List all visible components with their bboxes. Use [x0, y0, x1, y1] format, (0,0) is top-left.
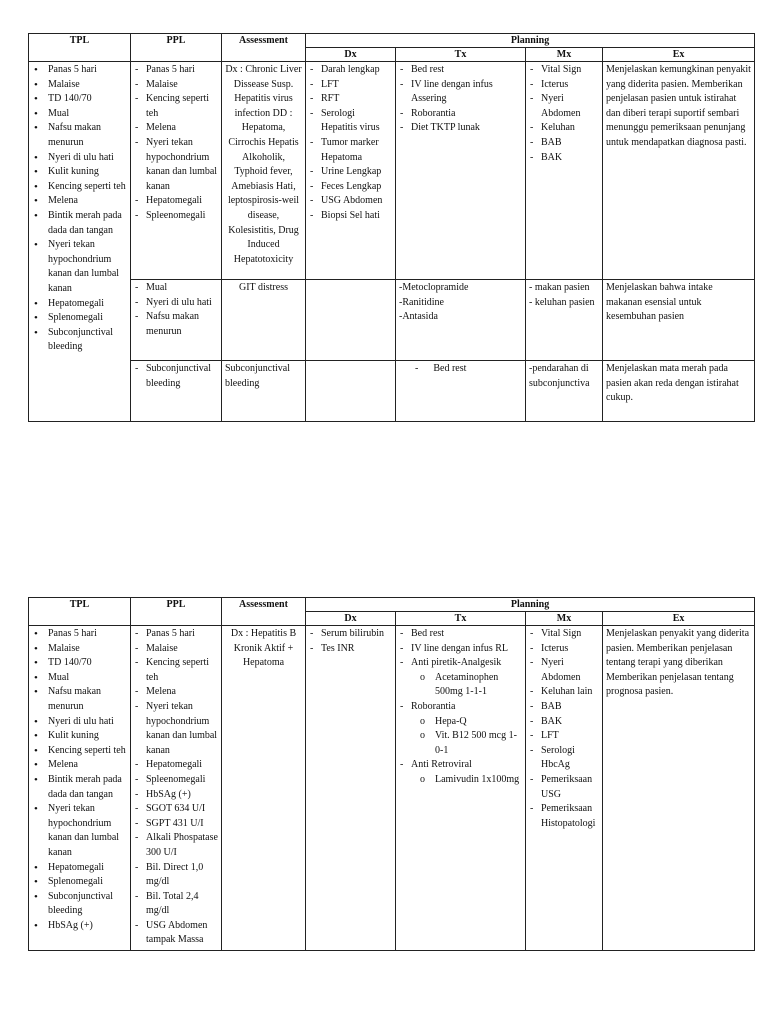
- dx-cell: [306, 62, 396, 280]
- list-item: - HbSAg (+): [134, 788, 218, 803]
- list-item: - Nyeri di ulu hati: [134, 296, 218, 311]
- list-item: - Bed rest: [415, 363, 467, 374]
- assessment-cell: GIT distress: [222, 280, 306, 361]
- list-item: o Hepa-Q: [420, 715, 522, 730]
- list-item: - Keluhan lain: [529, 685, 599, 700]
- list-item: • Nyeri tekan hypochondrium kanan dan lumbal kanan: [32, 238, 127, 296]
- header-dx: Dx: [306, 612, 396, 626]
- header-tx: Tx: [396, 48, 526, 62]
- mx-cell: [526, 361, 603, 422]
- list-item: - Biopsi Sel hati: [309, 209, 392, 224]
- assessment-cell: Subconjunctival bleeding: [222, 361, 306, 422]
- ppl-list: [134, 281, 218, 339]
- list-item: • Kencing seperti teh: [32, 180, 127, 195]
- tx-list: [399, 63, 522, 136]
- assessment-cell: Dx : Hepatitis B Kronik Aktif + Hepatoma: [222, 626, 306, 951]
- dx-cell: [306, 626, 396, 951]
- dx-cell: [306, 361, 396, 422]
- list-item: • Bintik merah pada dada dan tangan: [32, 773, 127, 802]
- mx-list: [529, 281, 599, 310]
- list-item: - Pemeriksaan Histopatologi: [529, 802, 599, 831]
- tx-sublist: [411, 715, 522, 759]
- ppl-list: [134, 627, 218, 948]
- header-ppl: PPL: [131, 598, 222, 626]
- tx-item-label: Anti piretik-Analgesik: [411, 657, 502, 669]
- mx-cell: [526, 626, 603, 951]
- ppl-cell: [131, 280, 222, 361]
- list-item: - Mual: [134, 281, 218, 296]
- list-item: - SGOT 634 U/I: [134, 802, 218, 817]
- list-item: - Spleenomegali: [134, 209, 218, 224]
- list-item: - BAB: [529, 700, 599, 715]
- header-tpl: TPL: [29, 34, 131, 62]
- tx-item: [399, 700, 522, 758]
- planning-table-1: [28, 33, 755, 422]
- list-item: • Nyeri di ulu hati: [32, 715, 127, 730]
- list-item: - Nafsu makan menurun: [134, 310, 218, 339]
- tx-item: [399, 758, 522, 787]
- list-item: -Metoclopramide: [399, 282, 469, 293]
- header-mx: Mx: [526, 48, 603, 62]
- list-item: - makan pasien: [529, 282, 590, 293]
- list-item: • TD 140/70: [32, 92, 127, 107]
- list-item: • Kulit kuning: [32, 165, 127, 180]
- list-item: - Serologi HbcAg: [529, 744, 599, 773]
- list-item: -Antasida: [399, 311, 438, 323]
- list-item: - Diet TKTP lunak: [399, 121, 522, 136]
- list-item: - Tumor marker Hepatoma: [309, 136, 392, 165]
- tx-item: - IV line dengan infus RL: [399, 642, 522, 657]
- list-item: - Bed rest: [399, 63, 522, 78]
- ex-cell: Menjelaskan kemungkinan penyakit yang diderita pasien. Memberikan penjelasan pasien untuk istirahat dan diberi terapi suportif sembari menunggu pemeriksaan penunjang untuk mendapatkan diagnosa pasti.: [603, 62, 755, 280]
- tpl-cell: [29, 62, 131, 422]
- list-item: • Nafsu makan menurun: [32, 685, 127, 714]
- list-item: - LFT: [309, 78, 392, 93]
- mx-cell: [526, 62, 603, 280]
- list-item: • Panas 5 hari: [32, 627, 127, 642]
- list-item: • Malaise: [32, 642, 127, 657]
- list-item: - USG Abdomen tampak Massa: [134, 919, 218, 948]
- tx-cell: [396, 62, 526, 280]
- list-item: - Subconjunctival bleeding: [134, 362, 218, 391]
- list-item: - Nyeri tekan hypochondrium kanan dan lumbal kanan: [134, 700, 218, 758]
- list-item: - Malaise: [134, 642, 218, 657]
- list-item: - Icterus: [529, 642, 599, 657]
- list-item: - keluhan pasien: [529, 296, 595, 308]
- list-item: - Alkali Phospatase 300 U/I: [134, 831, 218, 860]
- list-item: - Panas 5 hari: [134, 63, 218, 78]
- list-item: - Kencing seperti teh: [134, 92, 218, 121]
- list-item: - Serum bilirubin: [309, 627, 392, 642]
- list-item: - Panas 5 hari: [134, 627, 218, 642]
- tx-list: [399, 627, 522, 788]
- tx-item-label: Roborantia: [411, 700, 456, 712]
- list-item: - SGPT 431 U/I: [134, 817, 218, 832]
- list-item: - Nyeri tekan hypochondrium kanan dan lumbal kanan: [134, 136, 218, 194]
- tx-item-label: Anti Retroviral: [411, 759, 472, 771]
- list-item: o Vit. B12 500 mcg 1-0-1: [420, 729, 522, 758]
- mx-list: [529, 63, 599, 165]
- list-item: - Vital Sign: [529, 627, 599, 642]
- list-item: - Bil. Total 2,4 mg/dl: [134, 890, 218, 919]
- header-planning: Planning: [306, 34, 755, 48]
- list-item: - Bil. Direct 1,0 mg/dl: [134, 861, 218, 890]
- list-item: o Acetaminophen 500mg 1-1-1: [420, 671, 522, 700]
- list-item: - Roborantia: [399, 107, 522, 122]
- tpl-list: [32, 63, 127, 355]
- list-item: - LFT: [529, 729, 599, 744]
- list-item: • TD 140/70: [32, 656, 127, 671]
- list-item: o Lamivudin 1x100mg: [420, 773, 522, 788]
- ex-cell: Menjelaskan bahwa intake makanan esensial untuk kesembuhan pasien: [603, 280, 755, 361]
- list-item: - Pemeriksaan USG: [529, 773, 599, 802]
- list-item: - BAK: [529, 151, 599, 166]
- tx-cell: [396, 626, 526, 951]
- list-item: - Kencing seperti teh: [134, 656, 218, 685]
- list-item: • Hepatomegali: [32, 861, 127, 876]
- list-item: • Nyeri tekan hypochondrium kanan dan lumbal kanan: [32, 802, 127, 860]
- list-item: • Splenomegali: [32, 311, 127, 326]
- mx-list: [529, 362, 599, 391]
- header-ex: Ex: [603, 48, 755, 62]
- header-dx: Dx: [306, 48, 396, 62]
- list-item: - Melena: [134, 685, 218, 700]
- list-item: • Nafsu makan menurun: [32, 121, 127, 150]
- dx-list: [309, 63, 392, 224]
- assessment-cell: Dx : Chronic Liver Dissease Susp. Hepatitis virus infection DD : Hepatoma, Cirrochis Hepatis Alkoholik, Typhoid fever, Amebiasis Hati, leptospirosis-weil disease, Kolesistitis, Drug Induced Hepatotoxicity: [222, 62, 306, 280]
- ppl-cell: [131, 62, 222, 280]
- list-item: • Mual: [32, 107, 127, 122]
- tx-item: [399, 656, 522, 700]
- ppl-cell: [131, 626, 222, 951]
- header-planning: Planning: [306, 598, 755, 612]
- tx-item: - Bed rest: [399, 627, 522, 642]
- list-item: - Urine Lengkap: [309, 165, 392, 180]
- list-item: - IV line dengan infus Assering: [399, 78, 522, 107]
- list-item: - RFT: [309, 92, 392, 107]
- list-item: - Keluhan: [529, 121, 599, 136]
- ex-cell: Menjelaskan mata merah pada pasien akan reda dengan istirahat cukup.: [603, 361, 755, 422]
- ppl-list: [134, 63, 218, 224]
- tx-cell: [396, 361, 526, 422]
- header-mx: Mx: [526, 612, 603, 626]
- list-item: - Vital Sign: [529, 63, 599, 78]
- list-item: - BAK: [529, 715, 599, 730]
- list-item: -pendarahan di subconjunctiva: [529, 363, 590, 389]
- list-item: • Kulit kuning: [32, 729, 127, 744]
- list-item: • Subconjunctival bleeding: [32, 890, 127, 919]
- list-item: - Tes INR: [309, 642, 392, 657]
- planning-table-2: [28, 597, 755, 951]
- list-item: - Feces Lengkap: [309, 180, 392, 195]
- header-ppl: PPL: [131, 34, 222, 62]
- tpl-list: [32, 627, 127, 933]
- list-item: • Nyeri di ulu hati: [32, 151, 127, 166]
- list-item: - Hepatomegali: [134, 194, 218, 209]
- tx-list: [399, 362, 522, 377]
- list-item: - Hepatomegali: [134, 758, 218, 773]
- list-item: • Hepatomegali: [32, 297, 127, 312]
- list-item: • Malaise: [32, 78, 127, 93]
- list-item: - BAB: [529, 136, 599, 151]
- list-item: • Melena: [32, 194, 127, 209]
- tpl-cell: [29, 626, 131, 951]
- list-item: • Splenomegali: [32, 875, 127, 890]
- dx-list: [309, 627, 392, 656]
- header-assessment: Assessment: [222, 598, 306, 626]
- list-item: -Ranitidine: [399, 296, 444, 308]
- list-item: - Darah lengkap: [309, 63, 392, 78]
- tx-sublist: [411, 773, 522, 788]
- list-item: • HbSAg (+): [32, 919, 127, 934]
- list-item: • Melena: [32, 758, 127, 773]
- list-item: - Nyeri Abdomen: [529, 92, 599, 121]
- list-item: - Spleenomegali: [134, 773, 218, 788]
- header-ex: Ex: [603, 612, 755, 626]
- tx-sublist: [411, 671, 522, 700]
- header-tx: Tx: [396, 612, 526, 626]
- list-item: • Subconjunctival bleeding: [32, 326, 127, 355]
- list-item: - Serologi Hepatitis virus: [309, 107, 392, 136]
- ex-cell: Menjelaskan penyakit yang diderita pasien. Memberikan penjelasan tentang terapi yang diberikan Memberikan penjelasan tentang prognosa pasien.: [603, 626, 755, 951]
- list-item: - Melena: [134, 121, 218, 136]
- header-assessment: Assessment: [222, 34, 306, 62]
- list-item: • Bintik merah pada dada dan tangan: [32, 209, 127, 238]
- list-item: - USG Abdomen: [309, 194, 392, 209]
- list-item: • Kencing seperti teh: [32, 744, 127, 759]
- list-item: - Nyeri Abdomen: [529, 656, 599, 685]
- ppl-list: [134, 362, 218, 391]
- list-item: - Malaise: [134, 78, 218, 93]
- tx-cell: [396, 280, 526, 361]
- ppl-cell: [131, 361, 222, 422]
- mx-cell: [526, 280, 603, 361]
- dx-cell: [306, 280, 396, 361]
- mx-list: [529, 627, 599, 831]
- list-item: • Panas 5 hari: [32, 63, 127, 78]
- tx-list: [399, 281, 522, 325]
- list-item: • Mual: [32, 671, 127, 686]
- header-tpl: TPL: [29, 598, 131, 626]
- list-item: - Icterus: [529, 78, 599, 93]
